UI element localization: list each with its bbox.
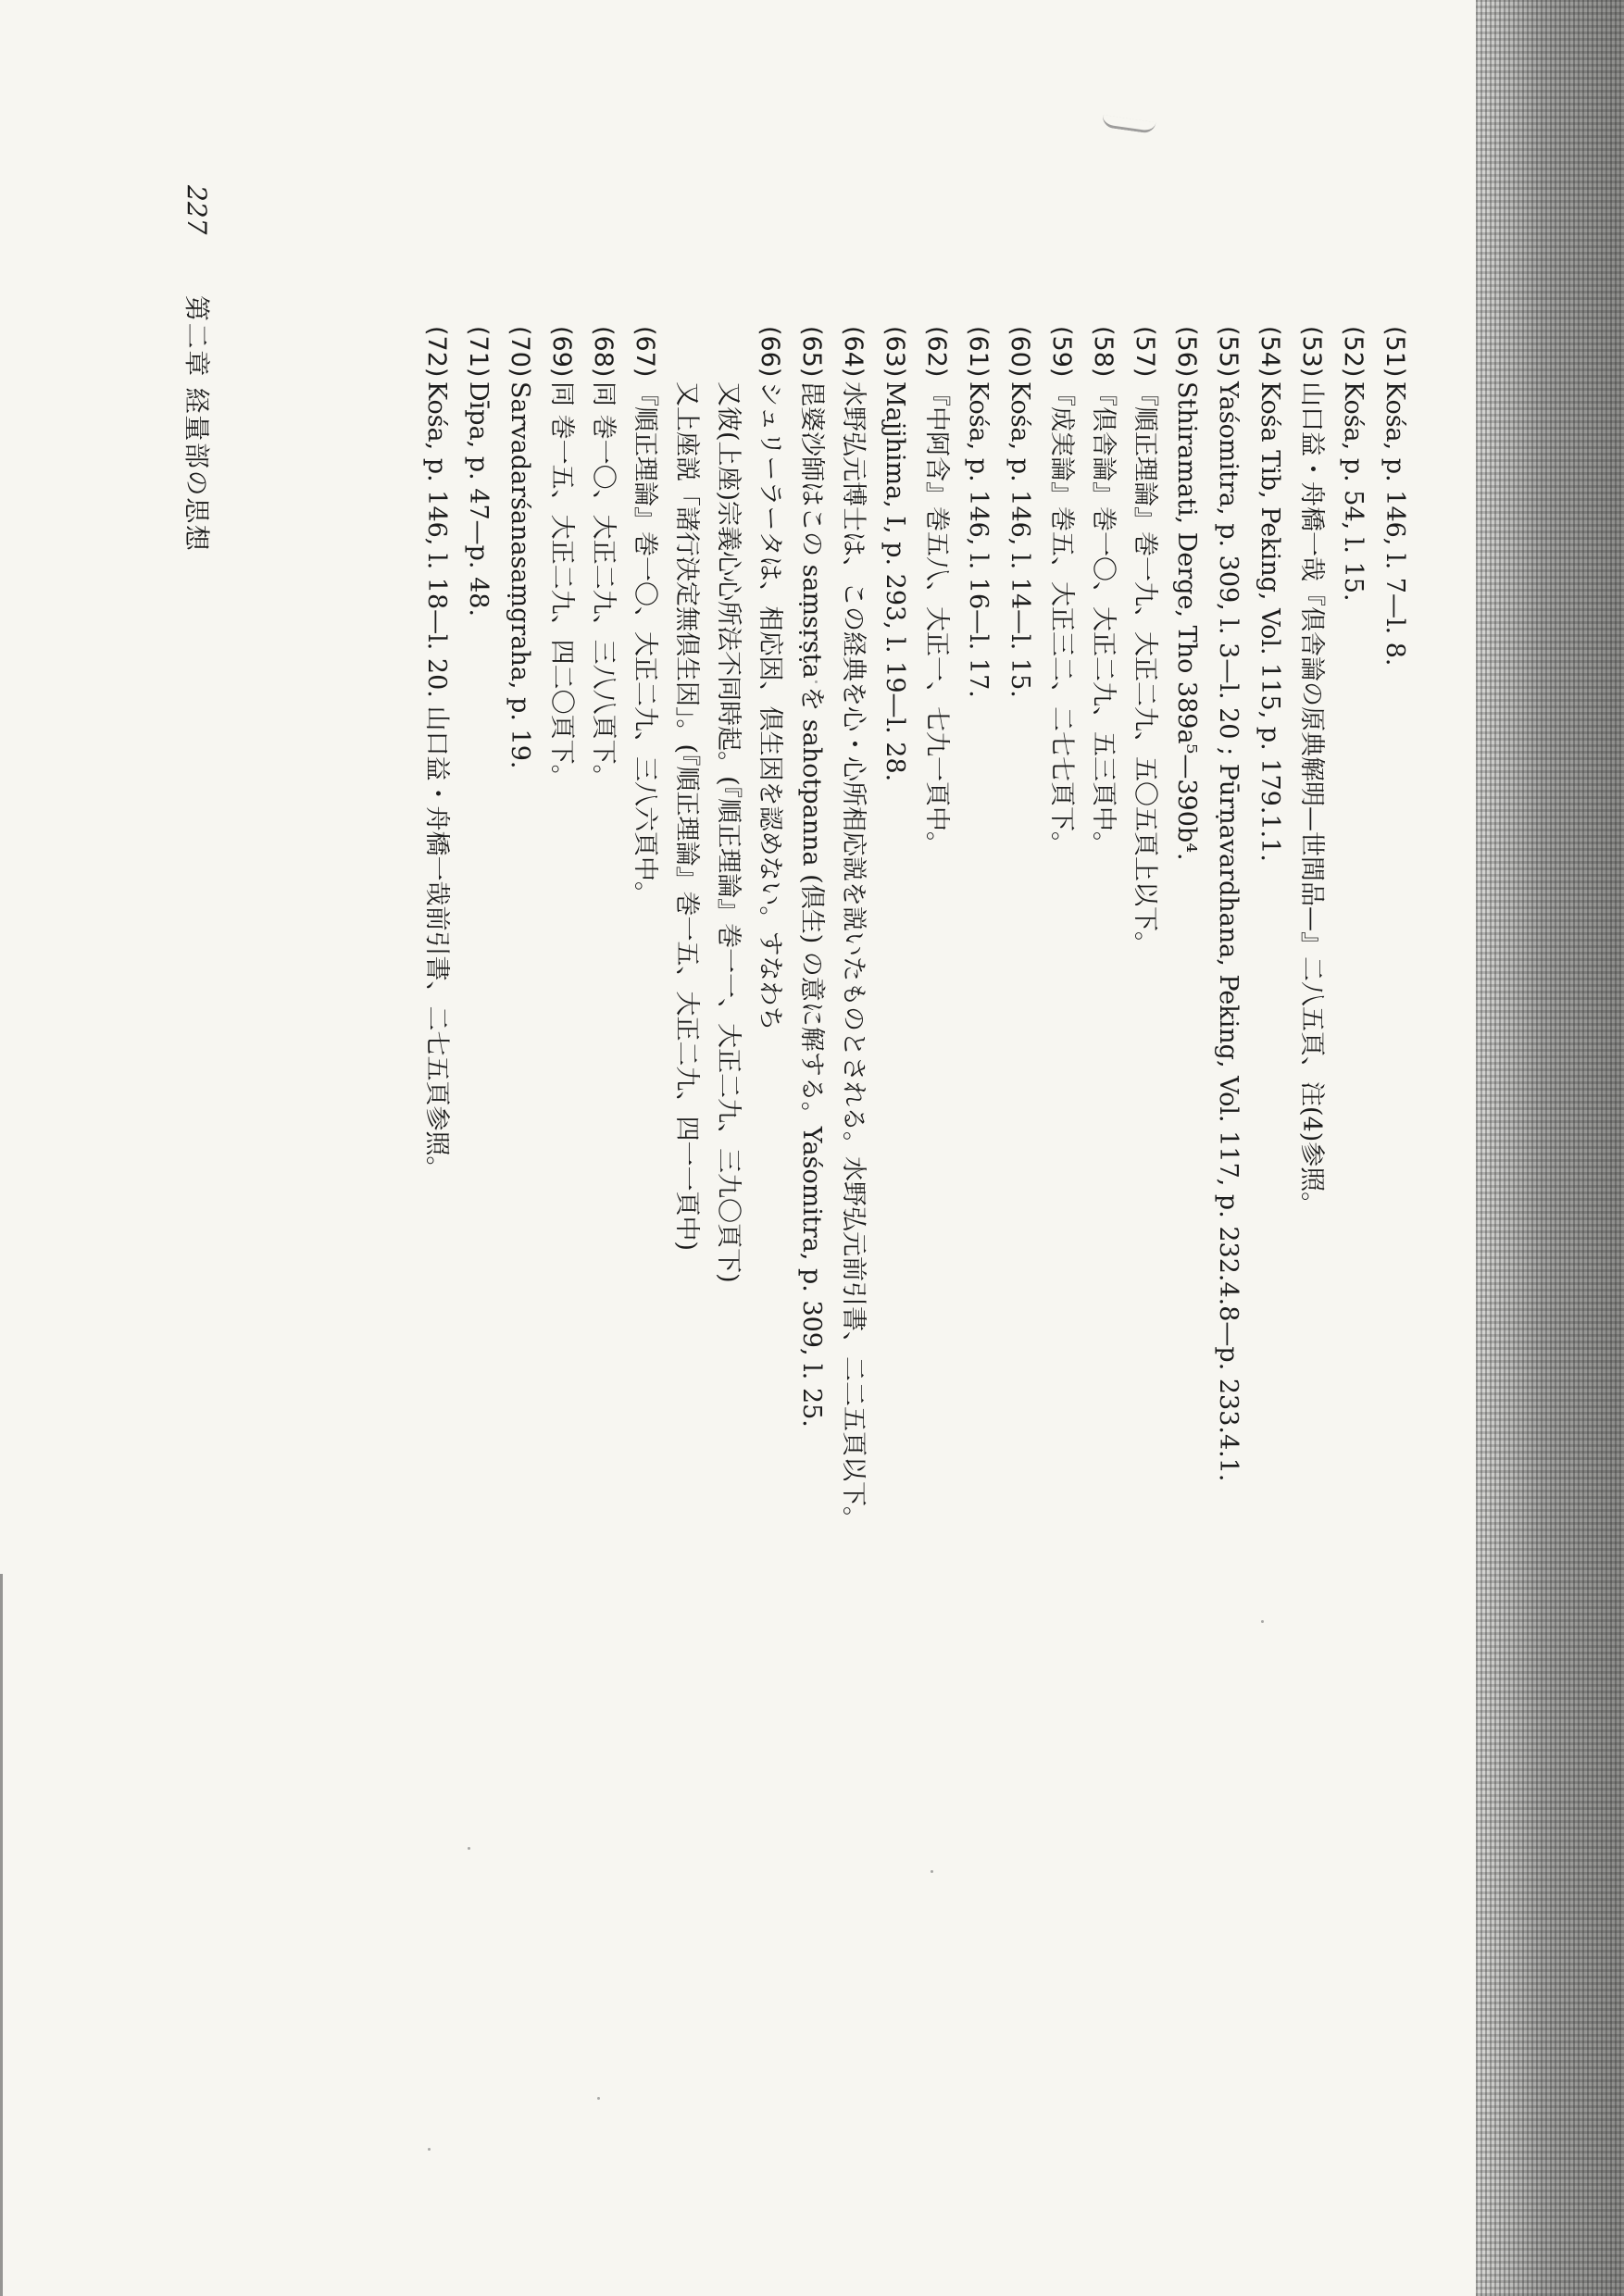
footnote-text: Yaśomitra, p. 309, l. 3—l. 20 ; Pūrṇavardhana, Peking, Vol. 117, p. 232.4.8—p. 233.4.1. [1214,381,1243,1482]
footnote-text: Majjhima, I, p. 293, l. 19—l. 28. [881,381,909,782]
footnote-item [832,326,874,1715]
footnote-marker: (52) [1339,326,1368,378]
footnote-item [1249,326,1291,1715]
footnote-item [957,326,999,1715]
footnote-marker: (68) [589,326,618,378]
footnote-text: 同 巻一〇、大正二九、三八八頁下。 [589,381,618,790]
footnote-item [1041,326,1082,1715]
footnote-quote [707,326,749,1715]
footnote-text: Sthiramati, Derge, Tho 389a⁵—390b⁴. [1172,381,1201,861]
footnote-quote [666,326,707,1715]
footnote-marker: (63) [881,326,909,378]
footnote-item [791,326,832,1715]
footnote-item [1082,326,1124,1715]
footnote-text: Kośa, p. 54, l. 15. [1339,381,1368,602]
footnote-item [1291,326,1332,1715]
footnote-text: Sarvadarśanasaṃgraha, p. 19. [506,381,534,769]
footnote-item [916,326,957,1715]
footnote-item [1374,326,1416,1715]
footnote-item [624,326,666,1715]
footnote-item [582,326,624,1715]
footnote-text: 『倶舎論』巻一〇、大正二九、五三頁中。 [1089,381,1118,856]
footnote-item [874,326,916,1715]
chapter-title: 第二章 経量部の思想 [181,294,212,553]
footnote-item [499,326,541,1715]
footnote-marker: (64) [839,326,868,378]
footnote-marker: (53) [1297,326,1326,378]
footnote-marker: (67) [631,326,659,378]
footnote-marker: (62) [922,326,951,378]
footnote-marker: (60) [1006,326,1034,378]
footnote-text: 又上座説「諸行決定無倶生因」。(『順正理論』巻一五、大正二九、四一一頁中) [672,381,701,1252]
footnote-text: Kośa Tib, Peking, Vol. 115, p. 179.1.1. [1255,381,1284,862]
footnote-marker: (59) [1047,326,1076,378]
footnote-text: 同 巻一五、大正二九、四二〇頁下。 [547,381,576,790]
footnote-marker: (58) [1089,326,1118,378]
footnote-item [1124,326,1166,1715]
footnote-text: 毘婆沙師はこの saṃsṛṣṭa を sahotpanna (倶生) の意に解する。Yaśomitra, p. 309, l. 25. [797,381,826,1428]
footnote-text: 山口益・舟橋一哉『倶舎論の原典解明—世間品—』二八五頁、注(4)参照。 [1297,381,1326,1217]
footnote-item [749,326,791,1715]
footnote-text: Kośa, p. 146, l. 18—l. 20. 山口益・舟橋一哉前引書、二七五頁参照。 [422,381,451,1181]
footnote-text: Kośa, p. 146, l. 16—l. 17. [964,381,993,698]
footnote-item [457,326,499,1715]
footnote-marker: (66) [756,326,784,378]
footnote-item [541,326,582,1715]
page-number: 227 [181,185,212,235]
footnote-marker: (56) [1172,326,1201,378]
footnote-text: Kośa, p. 146, l. 7—l. 8. [1380,381,1409,667]
footnote-marker: (51) [1380,326,1409,378]
footnote-marker: (54) [1255,326,1284,378]
footnote-item [999,326,1041,1715]
footnote-marker: (69) [547,326,576,378]
footnote-marker: (65) [797,326,826,378]
footnote-marker: (57) [1131,326,1159,378]
footnote-item [1332,326,1374,1715]
footnote-marker: (70) [506,326,534,378]
footnote-item [1207,326,1249,1715]
footnote-text: Kośa, p. 146, l. 14—l. 15. [1006,381,1034,698]
footnote-text: シュリーラータは、相応因、倶生因を認めない。すなわち [756,381,784,1031]
footnote-text: 水野弘元博士は、この経典を心・心所相応説を説いたものとされる。水野弘元前引書、二二五頁以下。 [839,381,868,1531]
footnote-marker: (71) [464,326,493,378]
footnote-text: 『中阿含』巻五八、大正一、七九一頁中。 [922,381,951,856]
footnote-text: 又彼(上座)宗義心心所法不同時起。(『順正理論』巻一一、大正二九、三九〇頁下) [714,381,743,1283]
footnote-marker: (55) [1214,326,1243,378]
footnote-text: 『順正理論』巻一〇、大正二九、三八六頁中。 [631,381,659,906]
footnote-list [166,326,1416,1715]
footnote-text: 『成実論』巻五、大正三二、二七七頁下。 [1047,381,1076,856]
footnote-text: 『順正理論』巻一九、大正二九、五〇五頁上以下。 [1131,381,1159,956]
footnote-marker: (61) [964,326,993,378]
footnote-marker: (72) [422,326,451,378]
footnote-text: Dīpa, p. 47—p. 48. [464,381,493,618]
footnote-item [416,326,457,1715]
footnote-item [1166,326,1207,1715]
